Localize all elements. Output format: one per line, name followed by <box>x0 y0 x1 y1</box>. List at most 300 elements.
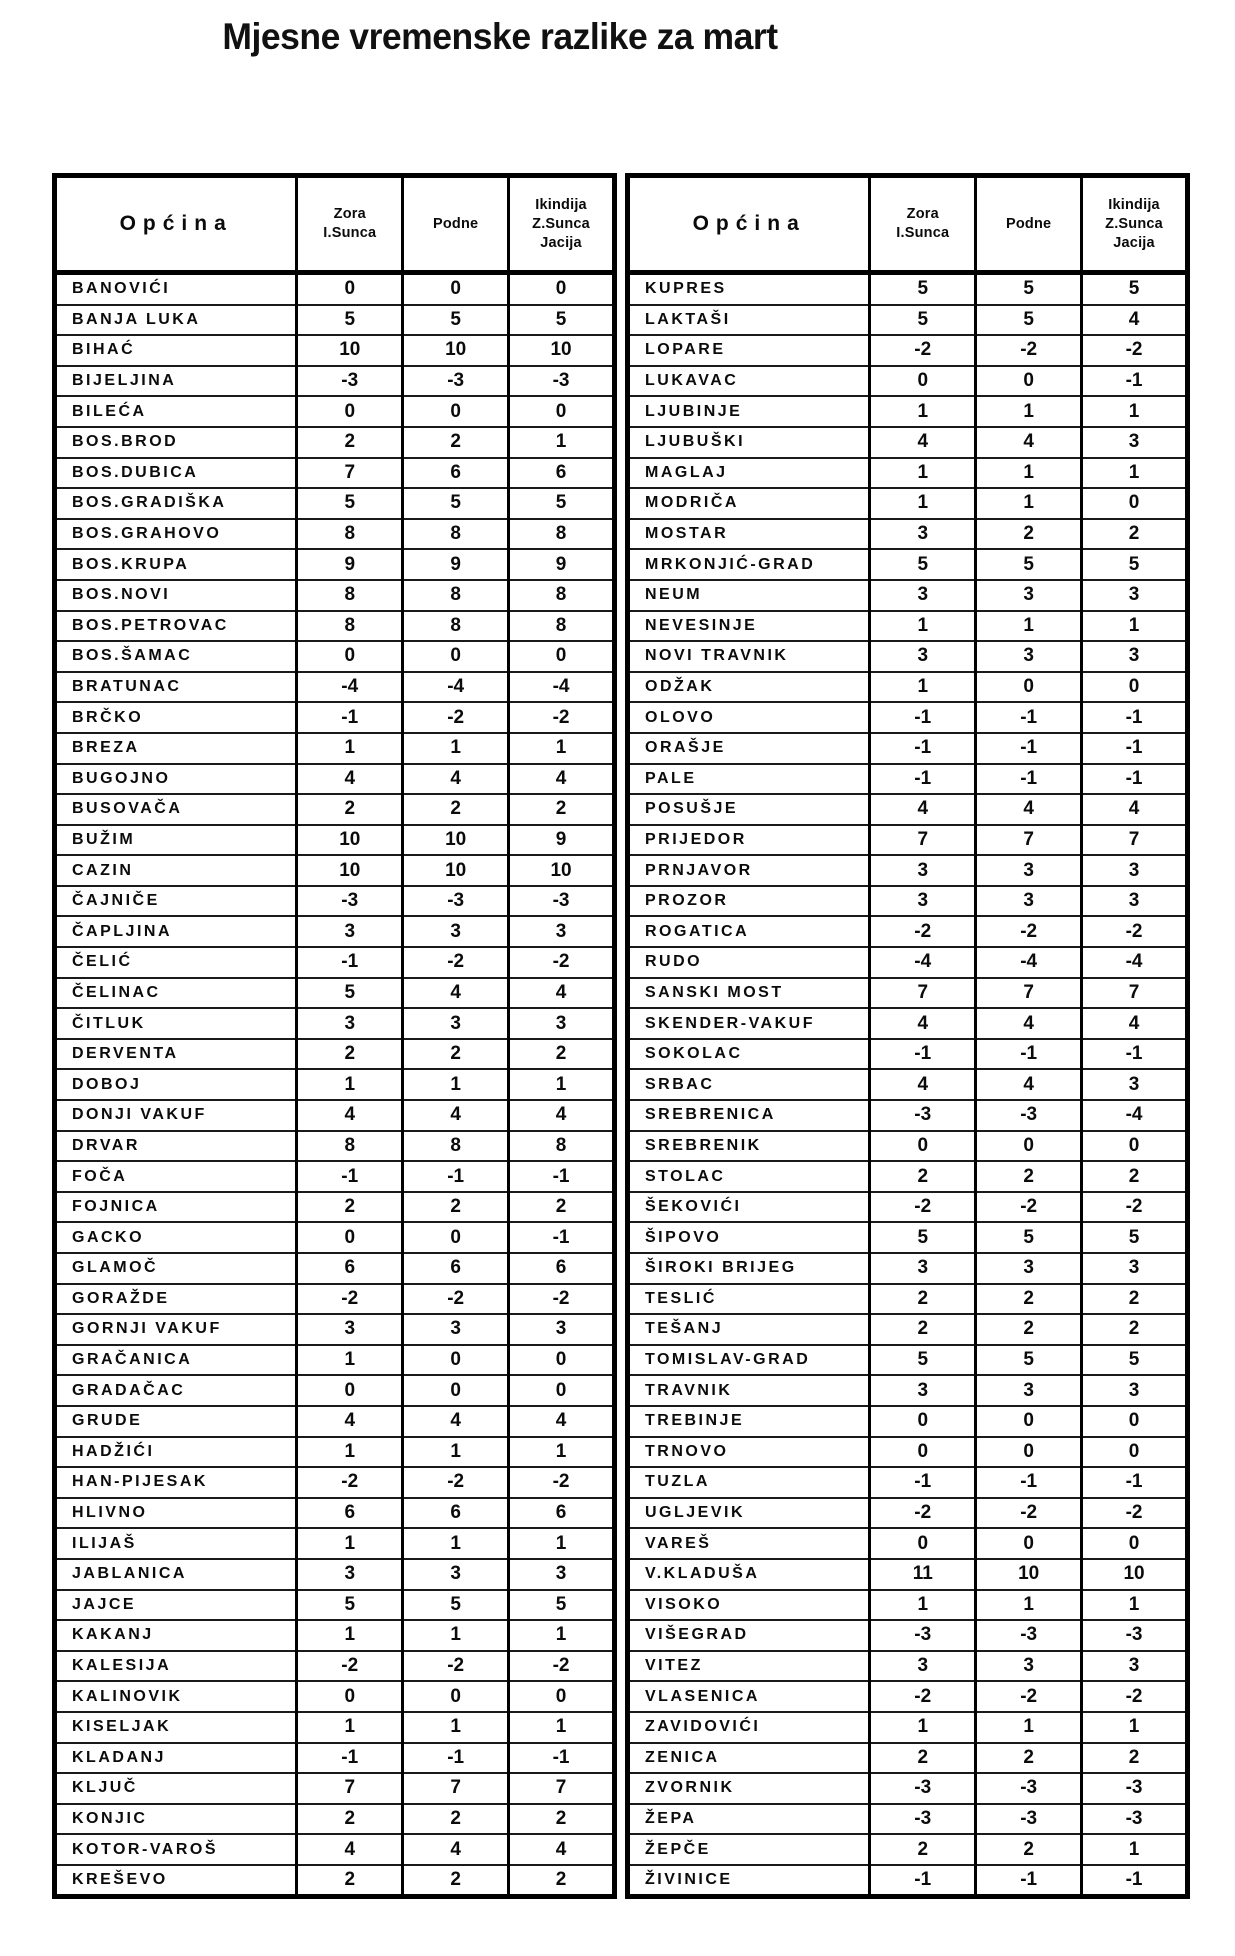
municipality-cell: DOBOJ <box>55 1069 297 1100</box>
ikindija-value-cell: 2 <box>1082 1161 1188 1192</box>
zora-value-cell: 0 <box>870 1437 976 1468</box>
table-row <box>628 1192 1188 1223</box>
zora-value-cell: 4 <box>297 1406 403 1437</box>
ikindija-value-cell: 3 <box>1082 580 1188 611</box>
municipality-cell: KLADANJ <box>55 1743 297 1774</box>
municipality-cell: MODRIČA <box>628 488 870 519</box>
podne-value-cell: 5 <box>976 305 1082 336</box>
zora-value-cell: 4 <box>870 427 976 458</box>
podne-value-cell: 1 <box>403 733 509 764</box>
zora-value-cell: -1 <box>870 1039 976 1070</box>
zora-value-cell: 3 <box>297 1008 403 1039</box>
podne-value-cell: 4 <box>976 1069 1082 1100</box>
podne-value-cell: 7 <box>976 978 1082 1009</box>
podne-value-cell: 2 <box>403 794 509 825</box>
podne-value-cell: 8 <box>403 580 509 611</box>
municipality-cell: BRATUNAC <box>55 672 297 703</box>
zora-value-cell: 1 <box>870 1712 976 1743</box>
podne-value-cell: 1 <box>976 1590 1082 1621</box>
table-row <box>55 1069 615 1100</box>
zora-value-cell: 1 <box>870 672 976 703</box>
header-podne <box>403 176 509 273</box>
zora-value-cell: 8 <box>297 519 403 550</box>
table-row <box>55 1865 615 1897</box>
table-row <box>628 611 1188 642</box>
municipality-cell: KLJUČ <box>55 1773 297 1804</box>
ikindija-value-cell: 0 <box>509 1681 615 1712</box>
municipality-cell: DERVENTA <box>55 1039 297 1070</box>
zora-value-cell: 3 <box>870 580 976 611</box>
ikindija-value-cell: 0 <box>1082 1437 1188 1468</box>
ikindija-value-cell: 8 <box>509 611 615 642</box>
ikindija-value-cell: 1 <box>1082 1834 1188 1865</box>
zora-value-cell: 2 <box>297 1804 403 1835</box>
podne-value-cell: 3 <box>976 641 1082 672</box>
zora-value-cell: 7 <box>870 825 976 856</box>
podne-value-cell: 0 <box>403 273 509 305</box>
ikindija-value-cell: -1 <box>1082 733 1188 764</box>
ikindija-value-cell: -2 <box>1082 1498 1188 1529</box>
ikindija-value-cell: 10 <box>1082 1559 1188 1590</box>
podne-value-cell: -1 <box>976 1467 1082 1498</box>
podne-value-cell: 1 <box>403 1712 509 1743</box>
ikindija-value-cell: 2 <box>1082 519 1188 550</box>
zora-value-cell: 2 <box>297 427 403 458</box>
podne-value-cell: 3 <box>976 855 1082 886</box>
table-row <box>628 1651 1188 1682</box>
zora-value-cell: 5 <box>870 305 976 336</box>
podne-value-cell: -2 <box>976 335 1082 366</box>
ikindija-value-cell: 2 <box>509 794 615 825</box>
table-row <box>55 1284 615 1315</box>
ikindija-value-cell: 8 <box>509 580 615 611</box>
ikindija-value-cell: -4 <box>509 672 615 703</box>
ikindija-value-cell: -3 <box>509 886 615 917</box>
ikindija-value-cell: -2 <box>1082 916 1188 947</box>
municipality-cell: BOS.KRUPA <box>55 549 297 580</box>
table-row <box>55 641 615 672</box>
podne-value-cell: 2 <box>403 1865 509 1897</box>
table-row <box>628 488 1188 519</box>
ikindija-value-cell: -1 <box>1082 764 1188 795</box>
ikindija-value-cell: 0 <box>1082 488 1188 519</box>
zora-value-cell: 9 <box>297 549 403 580</box>
municipality-cell: JABLANICA <box>55 1559 297 1590</box>
podne-value-cell: -2 <box>976 1681 1082 1712</box>
header-podne-label: Podne <box>1005 215 1052 232</box>
municipality-cell: ŽEPČE <box>628 1834 870 1865</box>
zora-value-cell: 1 <box>297 1528 403 1559</box>
municipality-cell: BOS.ŠAMAC <box>55 641 297 672</box>
table-row <box>628 1100 1188 1131</box>
header-opcina <box>55 176 297 273</box>
zora-value-cell: 3 <box>870 1253 976 1284</box>
table-row <box>55 1467 615 1498</box>
ikindija-value-cell: -2 <box>509 947 615 978</box>
podne-value-cell: -3 <box>976 1100 1082 1131</box>
ikindija-value-cell: -2 <box>1082 1681 1188 1712</box>
zora-value-cell: 0 <box>870 1528 976 1559</box>
municipality-cell: GORAŽDE <box>55 1284 297 1315</box>
zora-value-cell: -2 <box>297 1284 403 1315</box>
municipality-cell: MRKONJIĆ-GRAD <box>628 549 870 580</box>
podne-value-cell: 2 <box>403 1804 509 1835</box>
table-row <box>55 1620 615 1651</box>
podne-value-cell: 4 <box>976 794 1082 825</box>
municipality-cell: HADŽIĆI <box>55 1437 297 1468</box>
table-row <box>55 1222 615 1253</box>
table-row <box>628 947 1188 978</box>
municipality-cell: VLASENICA <box>628 1681 870 1712</box>
zora-value-cell: -1 <box>297 702 403 733</box>
zora-value-cell: 2 <box>870 1284 976 1315</box>
table-row <box>55 488 615 519</box>
podne-value-cell: 5 <box>403 488 509 519</box>
ikindija-value-cell: 10 <box>509 855 615 886</box>
podne-value-cell: 2 <box>403 1039 509 1070</box>
table-row <box>55 458 615 489</box>
municipality-cell: MOSTAR <box>628 519 870 550</box>
table-row <box>628 1406 1188 1437</box>
municipality-cell: SKENDER-VAKUF <box>628 1008 870 1039</box>
table-row <box>628 1865 1188 1897</box>
zora-value-cell: 3 <box>870 855 976 886</box>
table-row <box>55 1406 615 1437</box>
ikindija-value-cell: -1 <box>1082 702 1188 733</box>
table-row <box>55 1008 615 1039</box>
ikindija-value-cell: 3 <box>509 1008 615 1039</box>
ikindija-value-cell: -3 <box>1082 1804 1188 1835</box>
ikindija-value-cell: -3 <box>1082 1773 1188 1804</box>
podne-value-cell: -3 <box>403 366 509 397</box>
ikindija-value-cell: 4 <box>509 1100 615 1131</box>
table-row <box>628 1773 1188 1804</box>
municipality-cell: BOS.PETROVAC <box>55 611 297 642</box>
ikindija-value-cell: 6 <box>509 1253 615 1284</box>
table-row <box>628 978 1188 1009</box>
municipality-cell: CAZIN <box>55 855 297 886</box>
table-row <box>55 825 615 856</box>
zora-value-cell: -1 <box>870 733 976 764</box>
municipality-cell: FOJNICA <box>55 1192 297 1223</box>
table-body-left <box>55 273 615 1897</box>
ikindija-value-cell: 3 <box>1082 1069 1188 1100</box>
table-row <box>55 1345 615 1376</box>
zora-value-cell: 4 <box>297 764 403 795</box>
zora-value-cell: 8 <box>297 1131 403 1162</box>
municipality-cell: KAKANJ <box>55 1620 297 1651</box>
municipality-cell: POSUŠJE <box>628 794 870 825</box>
podne-value-cell: 0 <box>403 1222 509 1253</box>
zora-value-cell: 5 <box>297 305 403 336</box>
zora-value-cell: -1 <box>870 764 976 795</box>
ikindija-value-cell: 2 <box>1082 1284 1188 1315</box>
zora-value-cell: 2 <box>870 1743 976 1774</box>
podne-value-cell: 3 <box>403 1008 509 1039</box>
header-ikindija-line2: Z.Sunca <box>1105 215 1163 232</box>
table-row <box>55 1743 615 1774</box>
zora-value-cell: 7 <box>297 458 403 489</box>
podne-value-cell: 3 <box>976 1375 1082 1406</box>
podne-value-cell: -3 <box>403 886 509 917</box>
table-row <box>55 1804 615 1835</box>
table-row <box>628 886 1188 917</box>
ikindija-value-cell: 1 <box>509 1712 615 1743</box>
municipality-cell: VAREŠ <box>628 1528 870 1559</box>
table-row <box>55 916 615 947</box>
header-podne-label: Podne <box>432 215 479 232</box>
podne-value-cell: -1 <box>403 1743 509 1774</box>
zora-value-cell: 4 <box>870 1069 976 1100</box>
municipality-cell: BIJELJINA <box>55 366 297 397</box>
zora-value-cell: 1 <box>870 396 976 427</box>
municipality-cell: BOS.NOVI <box>55 580 297 611</box>
ikindija-value-cell: 5 <box>1082 1345 1188 1376</box>
podne-value-cell: 2 <box>976 519 1082 550</box>
table-row <box>55 794 615 825</box>
zora-value-cell: 10 <box>297 335 403 366</box>
header-zora-line2: I.Sunca <box>323 225 377 241</box>
podne-value-cell: 5 <box>976 273 1082 305</box>
zora-value-cell: 7 <box>297 1773 403 1804</box>
podne-value-cell: -3 <box>976 1620 1082 1651</box>
municipality-cell: ZAVIDOVIĆI <box>628 1712 870 1743</box>
table-row <box>55 1559 615 1590</box>
ikindija-value-cell: -2 <box>509 702 615 733</box>
podne-value-cell: 4 <box>403 1406 509 1437</box>
municipality-cell: BILEĆA <box>55 396 297 427</box>
zora-value-cell: 2 <box>297 794 403 825</box>
zora-value-cell: 0 <box>297 641 403 672</box>
ikindija-value-cell: 2 <box>1082 1743 1188 1774</box>
ikindija-value-cell: -4 <box>1082 1100 1188 1131</box>
zora-value-cell: -2 <box>297 1651 403 1682</box>
table-row <box>628 1528 1188 1559</box>
ikindija-value-cell: 5 <box>1082 273 1188 305</box>
municipality-cell: BANJA LUKA <box>55 305 297 336</box>
zora-value-cell: 3 <box>870 519 976 550</box>
podne-value-cell: 0 <box>976 1131 1082 1162</box>
podne-value-cell: 1 <box>403 1620 509 1651</box>
table-row <box>55 580 615 611</box>
zora-value-cell: 0 <box>297 273 403 305</box>
table-row <box>628 1161 1188 1192</box>
municipality-cell: GORNJI VAKUF <box>55 1314 297 1345</box>
municipality-cell: ZENICA <box>628 1743 870 1774</box>
municipality-cell: UGLJEVIK <box>628 1498 870 1529</box>
municipality-cell: ZVORNIK <box>628 1773 870 1804</box>
podne-value-cell: 4 <box>403 1100 509 1131</box>
municipality-cell: TOMISLAV-GRAD <box>628 1345 870 1376</box>
zora-value-cell: 2 <box>297 1865 403 1897</box>
zora-value-cell: 4 <box>297 1834 403 1865</box>
ikindija-value-cell: -2 <box>509 1651 615 1682</box>
municipality-cell: V.KLADUŠA <box>628 1559 870 1590</box>
table-row <box>628 1712 1188 1743</box>
municipality-cell: BUSOVAČA <box>55 794 297 825</box>
header-ikindija <box>1082 176 1188 273</box>
zora-value-cell: 2 <box>870 1834 976 1865</box>
zora-value-cell: 5 <box>297 488 403 519</box>
podne-value-cell: 4 <box>403 1834 509 1865</box>
podne-value-cell: -1 <box>403 1161 509 1192</box>
podne-value-cell: 3 <box>976 1253 1082 1284</box>
table-row <box>628 1498 1188 1529</box>
municipality-cell: VIŠEGRAD <box>628 1620 870 1651</box>
podne-value-cell: 5 <box>403 305 509 336</box>
ikindija-value-cell: -1 <box>509 1222 615 1253</box>
ikindija-value-cell: 2 <box>509 1039 615 1070</box>
podne-value-cell: 0 <box>403 1345 509 1376</box>
zora-value-cell: -1 <box>870 702 976 733</box>
podne-value-cell: 0 <box>976 1528 1082 1559</box>
municipality-cell: RUDO <box>628 947 870 978</box>
table-row <box>628 1314 1188 1345</box>
table-row <box>628 1590 1188 1621</box>
table-row <box>628 580 1188 611</box>
table-row <box>628 1008 1188 1039</box>
municipality-cell: ČELINAC <box>55 978 297 1009</box>
table-row <box>55 1437 615 1468</box>
podne-value-cell: 6 <box>403 1498 509 1529</box>
table-row <box>628 458 1188 489</box>
podne-value-cell: 0 <box>403 396 509 427</box>
municipality-cell: BUŽIM <box>55 825 297 856</box>
ikindija-value-cell: -1 <box>509 1743 615 1774</box>
ikindija-value-cell: 4 <box>1082 1008 1188 1039</box>
municipality-cell: BOS.GRAHOVO <box>55 519 297 550</box>
zora-value-cell: -3 <box>297 886 403 917</box>
podne-value-cell: -2 <box>403 1651 509 1682</box>
table-row <box>628 305 1188 336</box>
zora-value-cell: -2 <box>297 1467 403 1498</box>
zora-value-cell: 1 <box>297 1712 403 1743</box>
header-ikindija <box>509 176 615 273</box>
zora-value-cell: 2 <box>297 1039 403 1070</box>
zora-value-cell: 3 <box>297 916 403 947</box>
podne-value-cell: -4 <box>976 947 1082 978</box>
zora-value-cell: 8 <box>297 580 403 611</box>
table-row <box>55 1528 615 1559</box>
ikindija-value-cell: 5 <box>509 305 615 336</box>
ikindija-value-cell: -2 <box>509 1467 615 1498</box>
table-row <box>55 1498 615 1529</box>
municipality-cell: TEŠANJ <box>628 1314 870 1345</box>
podne-value-cell: 3 <box>976 886 1082 917</box>
ikindija-value-cell: 8 <box>509 519 615 550</box>
podne-value-cell: -2 <box>403 947 509 978</box>
zora-value-cell: 0 <box>870 366 976 397</box>
ikindija-value-cell: 9 <box>509 825 615 856</box>
ikindija-value-cell: 1 <box>509 427 615 458</box>
podne-value-cell: 2 <box>976 1834 1082 1865</box>
zora-value-cell: 4 <box>870 794 976 825</box>
zora-value-cell: 8 <box>297 611 403 642</box>
zora-value-cell: 10 <box>297 855 403 886</box>
zora-value-cell: 5 <box>870 549 976 580</box>
ikindija-value-cell: 4 <box>509 1834 615 1865</box>
municipality-cell: LAKTAŠI <box>628 305 870 336</box>
podne-value-cell: 0 <box>976 366 1082 397</box>
zora-value-cell: -2 <box>870 1192 976 1223</box>
table-row <box>628 855 1188 886</box>
municipality-cell: PRIJEDOR <box>628 825 870 856</box>
ikindija-value-cell: 0 <box>509 1375 615 1406</box>
podne-value-cell: 4 <box>403 764 509 795</box>
zora-value-cell: 6 <box>297 1498 403 1529</box>
zora-value-cell: 1 <box>297 1620 403 1651</box>
podne-value-cell: -3 <box>976 1804 1082 1835</box>
municipality-cell: TESLIĆ <box>628 1284 870 1315</box>
municipality-cell: VITEZ <box>628 1651 870 1682</box>
ikindija-value-cell: 4 <box>509 978 615 1009</box>
zora-value-cell: -3 <box>297 366 403 397</box>
ikindija-value-cell: 2 <box>509 1804 615 1835</box>
table-row <box>628 764 1188 795</box>
table-row <box>628 1375 1188 1406</box>
zora-value-cell: 1 <box>297 1437 403 1468</box>
ikindija-value-cell: 3 <box>509 916 615 947</box>
ikindija-value-cell: 1 <box>1082 396 1188 427</box>
ikindija-value-cell: 3 <box>1082 1375 1188 1406</box>
podne-value-cell: 0 <box>403 1681 509 1712</box>
table-row <box>55 305 615 336</box>
municipality-cell: PALE <box>628 764 870 795</box>
podne-value-cell: 2 <box>976 1161 1082 1192</box>
zora-value-cell: 11 <box>870 1559 976 1590</box>
zora-value-cell: -4 <box>297 672 403 703</box>
zora-value-cell: -2 <box>870 335 976 366</box>
municipality-cell: KOTOR-VAROŠ <box>55 1834 297 1865</box>
municipality-cell: MAGLAJ <box>628 458 870 489</box>
header-ikindija-line3: Jacija <box>1113 234 1155 251</box>
table-row <box>628 1620 1188 1651</box>
municipality-cell: HAN-PIJESAK <box>55 1467 297 1498</box>
table-row <box>628 1039 1188 1070</box>
table-row <box>55 1314 615 1345</box>
municipality-cell: LOPARE <box>628 335 870 366</box>
podne-value-cell: 0 <box>976 672 1082 703</box>
zora-value-cell: 1 <box>870 611 976 642</box>
table-row <box>55 1834 615 1865</box>
zora-value-cell: 1 <box>297 733 403 764</box>
municipality-cell: ROGATICA <box>628 916 870 947</box>
table-row <box>55 366 615 397</box>
podne-value-cell: 3 <box>403 1314 509 1345</box>
municipality-cell: BIHAĆ <box>55 335 297 366</box>
podne-value-cell: 1 <box>403 1437 509 1468</box>
table-row <box>55 1773 615 1804</box>
header-ikindija-line2: Z.Sunca <box>532 215 590 232</box>
municipality-cell: BOS.DUBICA <box>55 458 297 489</box>
municipality-cell: BREZA <box>55 733 297 764</box>
ikindija-value-cell: 7 <box>509 1773 615 1804</box>
zora-value-cell: 1 <box>297 1345 403 1376</box>
podne-value-cell: 5 <box>976 1345 1082 1376</box>
ikindija-value-cell: 6 <box>509 1498 615 1529</box>
ikindija-value-cell: -1 <box>1082 1467 1188 1498</box>
header-zora-line2: I.Sunca <box>896 225 950 241</box>
municipality-cell: SRBAC <box>628 1069 870 1100</box>
table-row <box>55 549 615 580</box>
zora-value-cell: 0 <box>297 1681 403 1712</box>
municipality-cell: KUPRES <box>628 273 870 305</box>
municipality-cell: BOS.BROD <box>55 427 297 458</box>
ikindija-value-cell: 1 <box>1082 611 1188 642</box>
podne-value-cell: 10 <box>403 825 509 856</box>
table-row <box>628 396 1188 427</box>
table-row <box>628 641 1188 672</box>
